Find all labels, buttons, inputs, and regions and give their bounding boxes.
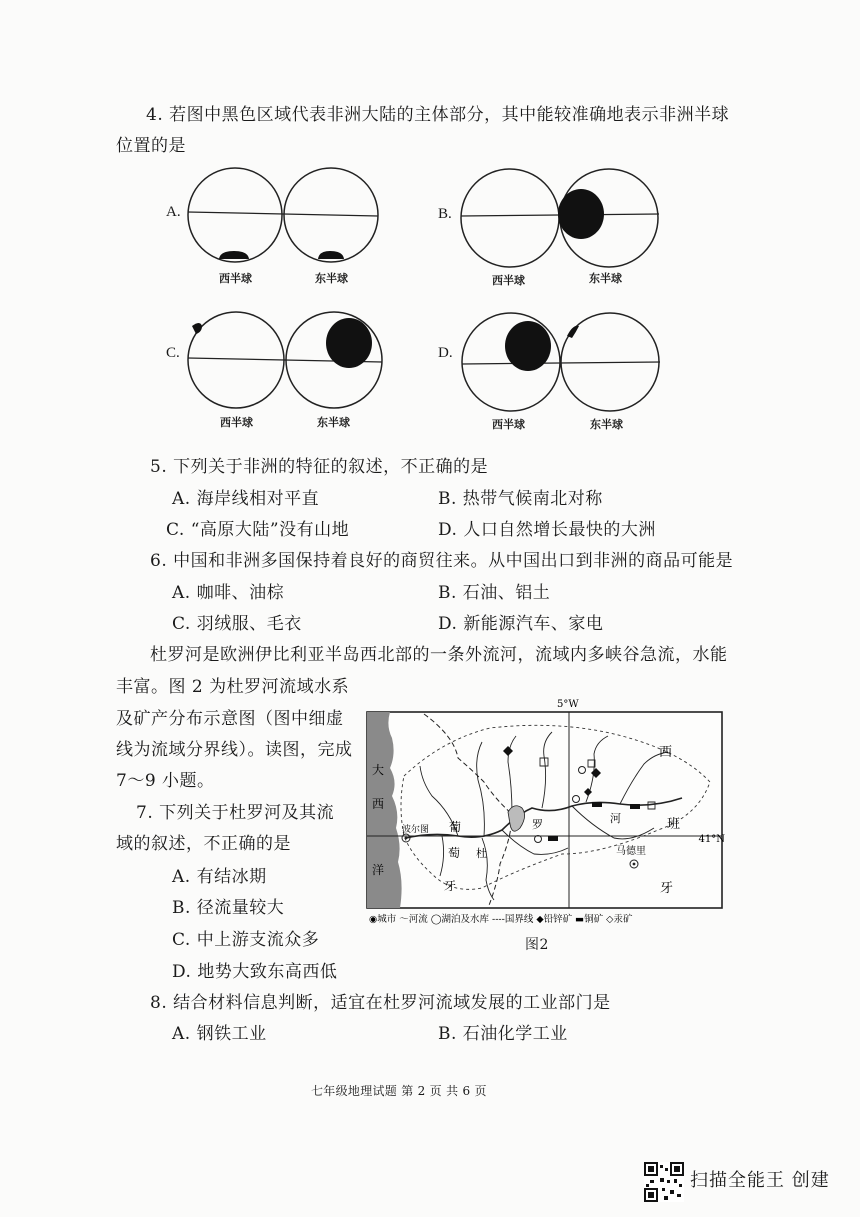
scanner-watermark: 扫描全能王 创建 — [690, 1170, 830, 1191]
svg-text:河: 河 — [610, 812, 621, 825]
africa-shape — [318, 251, 344, 259]
q7-stem-line2: 域的叙述，不正确的是 — [116, 834, 291, 854]
svg-text:班: 班 — [667, 817, 681, 832]
q8-option-a: A. 钢铁工业 — [172, 1024, 267, 1044]
africa-shape — [219, 251, 249, 259]
q5-option-c: C. “高原大陆”没有山地 — [166, 520, 350, 540]
copper-mine — [592, 802, 602, 807]
q5-option-d: D. 人口自然增长最快的大洲 — [438, 520, 656, 540]
east-hemisphere-label: 东半球 — [317, 416, 350, 429]
q4-option-b-globes — [459, 164, 663, 272]
duero-river-map — [362, 696, 730, 928]
africa-shape — [505, 321, 551, 371]
west-hemisphere-label: 西半球 — [220, 416, 253, 429]
svg-text:葡: 葡 — [449, 820, 462, 834]
q4-option-c-globes — [186, 306, 386, 414]
q4-option-a-globes — [186, 164, 380, 268]
q4-stem-line2: 位置的是 — [116, 136, 186, 156]
africa-shape — [558, 189, 604, 239]
q8-stem: 8. 结合材料信息判断，适宜在杜罗河流域发展的工业部门是 — [150, 993, 611, 1013]
q4-option-c-label: C. — [166, 345, 180, 361]
svg-text:牙: 牙 — [660, 881, 674, 896]
svg-text:西: 西 — [372, 797, 385, 811]
africa-shape — [192, 323, 202, 334]
west-hemisphere-label: 西半球 — [219, 272, 252, 285]
city-madrid-label: 马德里 — [616, 846, 646, 857]
svg-text:杜: 杜 — [476, 847, 487, 860]
q7-option-b: B. 径流量较大 — [172, 898, 285, 918]
africa-shape — [567, 326, 579, 338]
q6-option-a: A. 咖啡、油棕 — [172, 583, 285, 603]
q5-option-a: A. 海岸线相对平直 — [172, 489, 320, 509]
east-hemisphere-label: 东半球 — [315, 272, 348, 285]
east-hemisphere-label: 东半球 — [589, 272, 622, 285]
city-porto-label: 波尔图 — [402, 825, 430, 835]
copper-mine — [630, 804, 640, 809]
svg-text:西: 西 — [659, 745, 673, 760]
svg-text:萄: 萄 — [448, 846, 461, 860]
q7-option-c: C. 中上游支流众多 — [172, 930, 320, 950]
q6-option-c: C. 羽绒服、毛衣 — [172, 614, 302, 634]
page-footer: 七年级地理试题 第 2 页 共 6 页 — [311, 1084, 487, 1098]
east-hemisphere-label: 东半球 — [590, 418, 623, 431]
svg-text:牙: 牙 — [444, 879, 457, 893]
latitude-label: 41°N — [698, 834, 725, 845]
africa-shape — [326, 318, 372, 368]
qr-code-icon — [644, 1162, 684, 1202]
q6-option-d: D. 新能源汽车、家电 — [438, 614, 604, 634]
q4-stem-line1: 4. 若图中黑色区域代表非洲大陆的主体部分，其中能较准确地表示非洲半球 — [146, 105, 730, 125]
svg-text:洋: 洋 — [372, 863, 385, 877]
q4-option-b-label: B. — [438, 206, 452, 222]
copper-mine — [548, 836, 558, 841]
svg-text:罗: 罗 — [532, 818, 543, 831]
q4-option-d-label: D. — [438, 345, 453, 361]
q5-stem: 5. 下列关于非洲的特征的叙述，不正确的是 — [150, 457, 489, 477]
q6-stem: 6. 中国和非洲多国保持着良好的商贸往来。从中国出口到非洲的商品可能是 — [150, 551, 734, 571]
q8-option-b: B. 石油化学工业 — [438, 1024, 568, 1044]
svg-text:大: 大 — [372, 763, 385, 777]
q7-option-d: D. 地势大致东高西低 — [172, 962, 338, 982]
material-line5: 7～9 小题。 — [116, 771, 215, 791]
q7-stem-line1: 7. 下列关于杜罗河及其流 — [136, 803, 335, 823]
q5-option-b: B. 热带气候南北对称 — [438, 489, 603, 509]
map-legend: ◉城市 〜河流 ◯湖泊及水库 ----国界线 ◆铅锌矿 ▬铜矿 ◇汞矿 — [369, 914, 633, 925]
longitude-label: 5°W — [557, 699, 579, 710]
west-hemisphere-label: 西半球 — [492, 418, 525, 431]
material-line4: 线为流域分界线）。读图，完成 — [116, 740, 353, 760]
q4-option-d-globes — [460, 308, 664, 416]
material-line3: 及矿产分布示意图（图中细虚 — [116, 709, 344, 729]
material-line1: 杜罗河是欧洲伊比利亚半岛西北部的一条外流河，流域内多峡谷急流，水能 — [150, 645, 728, 665]
q7-option-a: A. 有结冰期 — [172, 867, 267, 887]
material-line2: 丰富。图 2 为杜罗河流域水系 — [116, 677, 350, 697]
figure-caption: 图2 — [525, 937, 549, 953]
q4-option-a-label: A. — [166, 204, 181, 220]
q6-option-b: B. 石油、铝土 — [438, 583, 551, 603]
west-hemisphere-label: 西半球 — [492, 274, 525, 287]
